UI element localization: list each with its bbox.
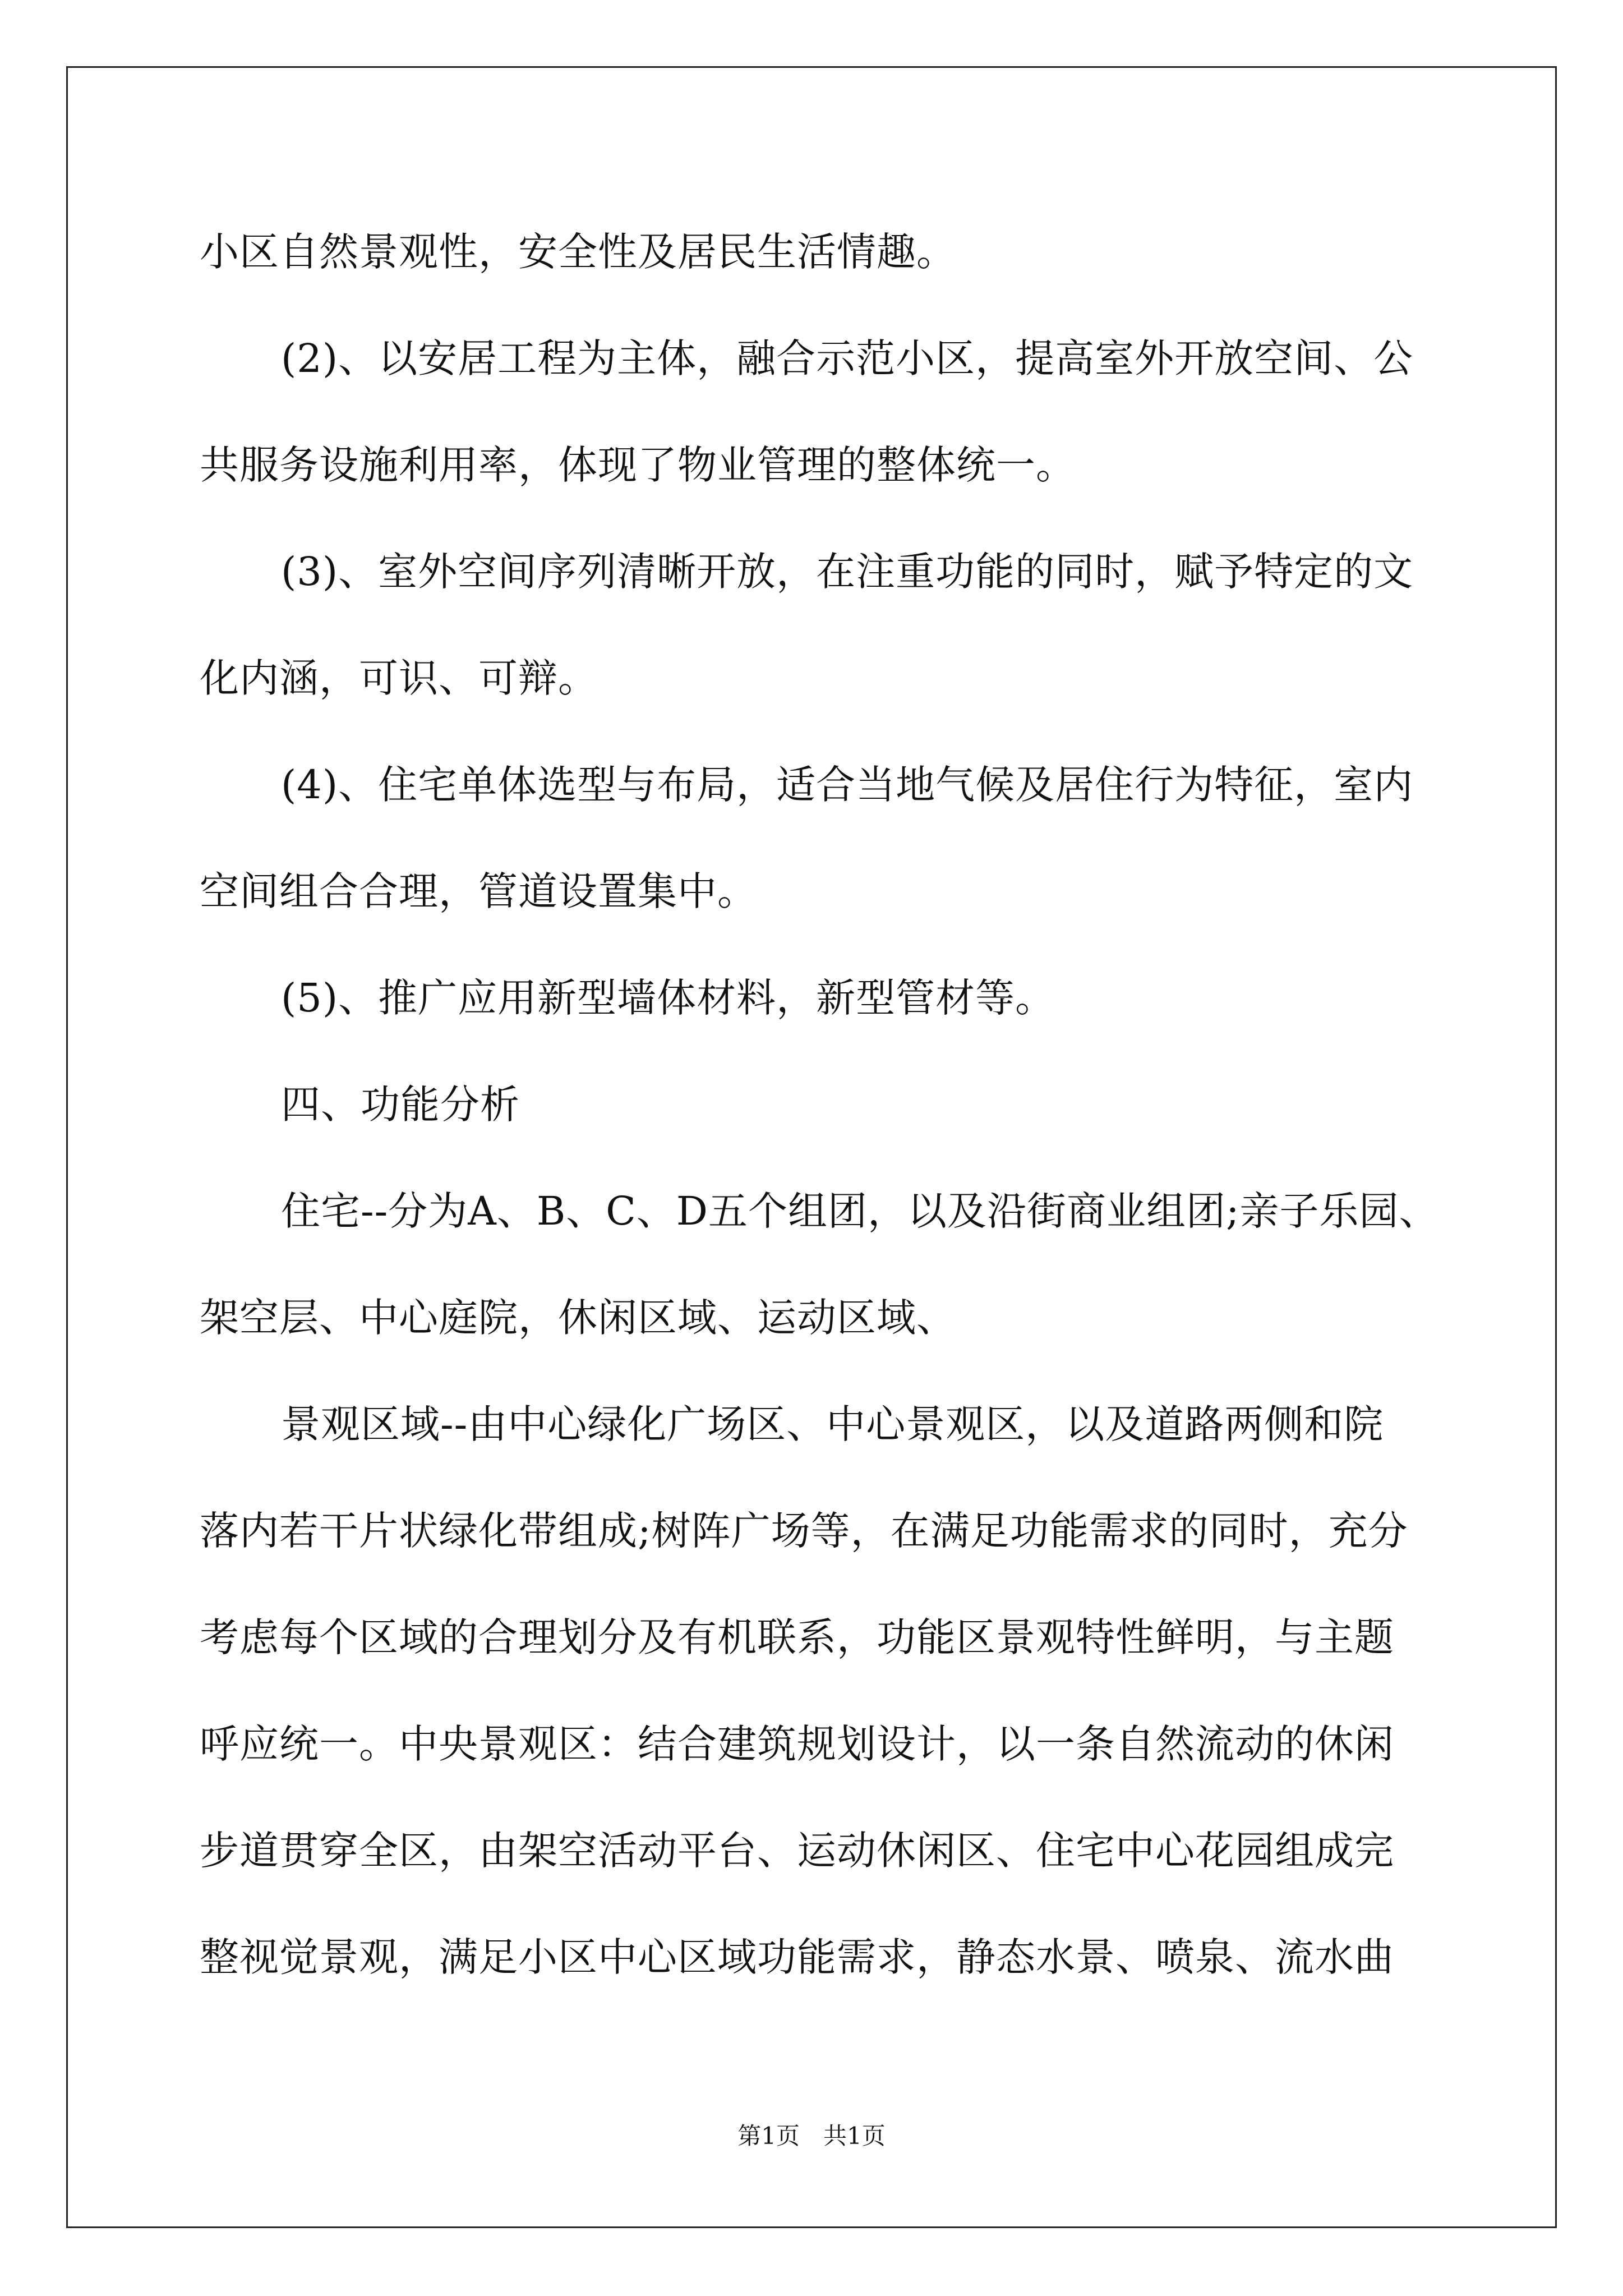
- text-line: (5)、推广应用新型墙体材料，新型管材等。: [281, 975, 1055, 1021]
- text-line: 考虑每个区域的合理划分及有机联系，功能区景观特性鲜明，与主题: [200, 1614, 1394, 1660]
- text-line: 整视觉景观，满足小区中心区域功能需求，静态水景、喷泉、流水曲: [200, 1934, 1394, 1980]
- text-line: 景观区域--由中心绿化广场区、中心景观区，以及道路两侧和院: [281, 1401, 1384, 1447]
- text-line: 住宅--分为A、B、C、D五个组团，以及沿街商业组团;亲子乐园、: [281, 1188, 1439, 1234]
- section-heading: 四、功能分析: [281, 1082, 520, 1128]
- text-line: (4)、住宅单体选型与布局，适合当地气候及居住行为特征，室内: [281, 762, 1414, 808]
- text-line: 空间组合合理，管道设置集中。: [200, 868, 757, 914]
- text-line: 架空层、中心庭院，休闲区域、运动区域、: [200, 1295, 956, 1341]
- text-line: 呼应统一。中央景观区：结合建筑规划设计，以一条自然流动的休闲: [200, 1721, 1394, 1767]
- text-line: 共服务设施利用率，体现了物业管理的整体统一。: [200, 442, 1076, 488]
- text-line: 落内若干片状绿化带组成;树阵广场等，在满足功能需求的同时，充分: [200, 1508, 1408, 1554]
- text-line: (3)、室外空间序列清晰开放，在注重功能的同时，赋予特定的文: [281, 549, 1414, 595]
- text-line: (2)、以安居工程为主体，融合示范小区，提高室外开放空间、公: [281, 335, 1414, 381]
- page-border: [66, 66, 1557, 2228]
- text-line: 化内涵，可识、可辩。: [200, 655, 598, 701]
- page-footer: 第1页 共1页: [737, 2122, 886, 2150]
- text-line: 小区自然景观性，安全性及居民生活情趣。: [200, 229, 956, 275]
- text-line: 步道贯穿全区，由架空活动平台、运动休闲区、住宅中心花园组成完: [200, 1828, 1394, 1874]
